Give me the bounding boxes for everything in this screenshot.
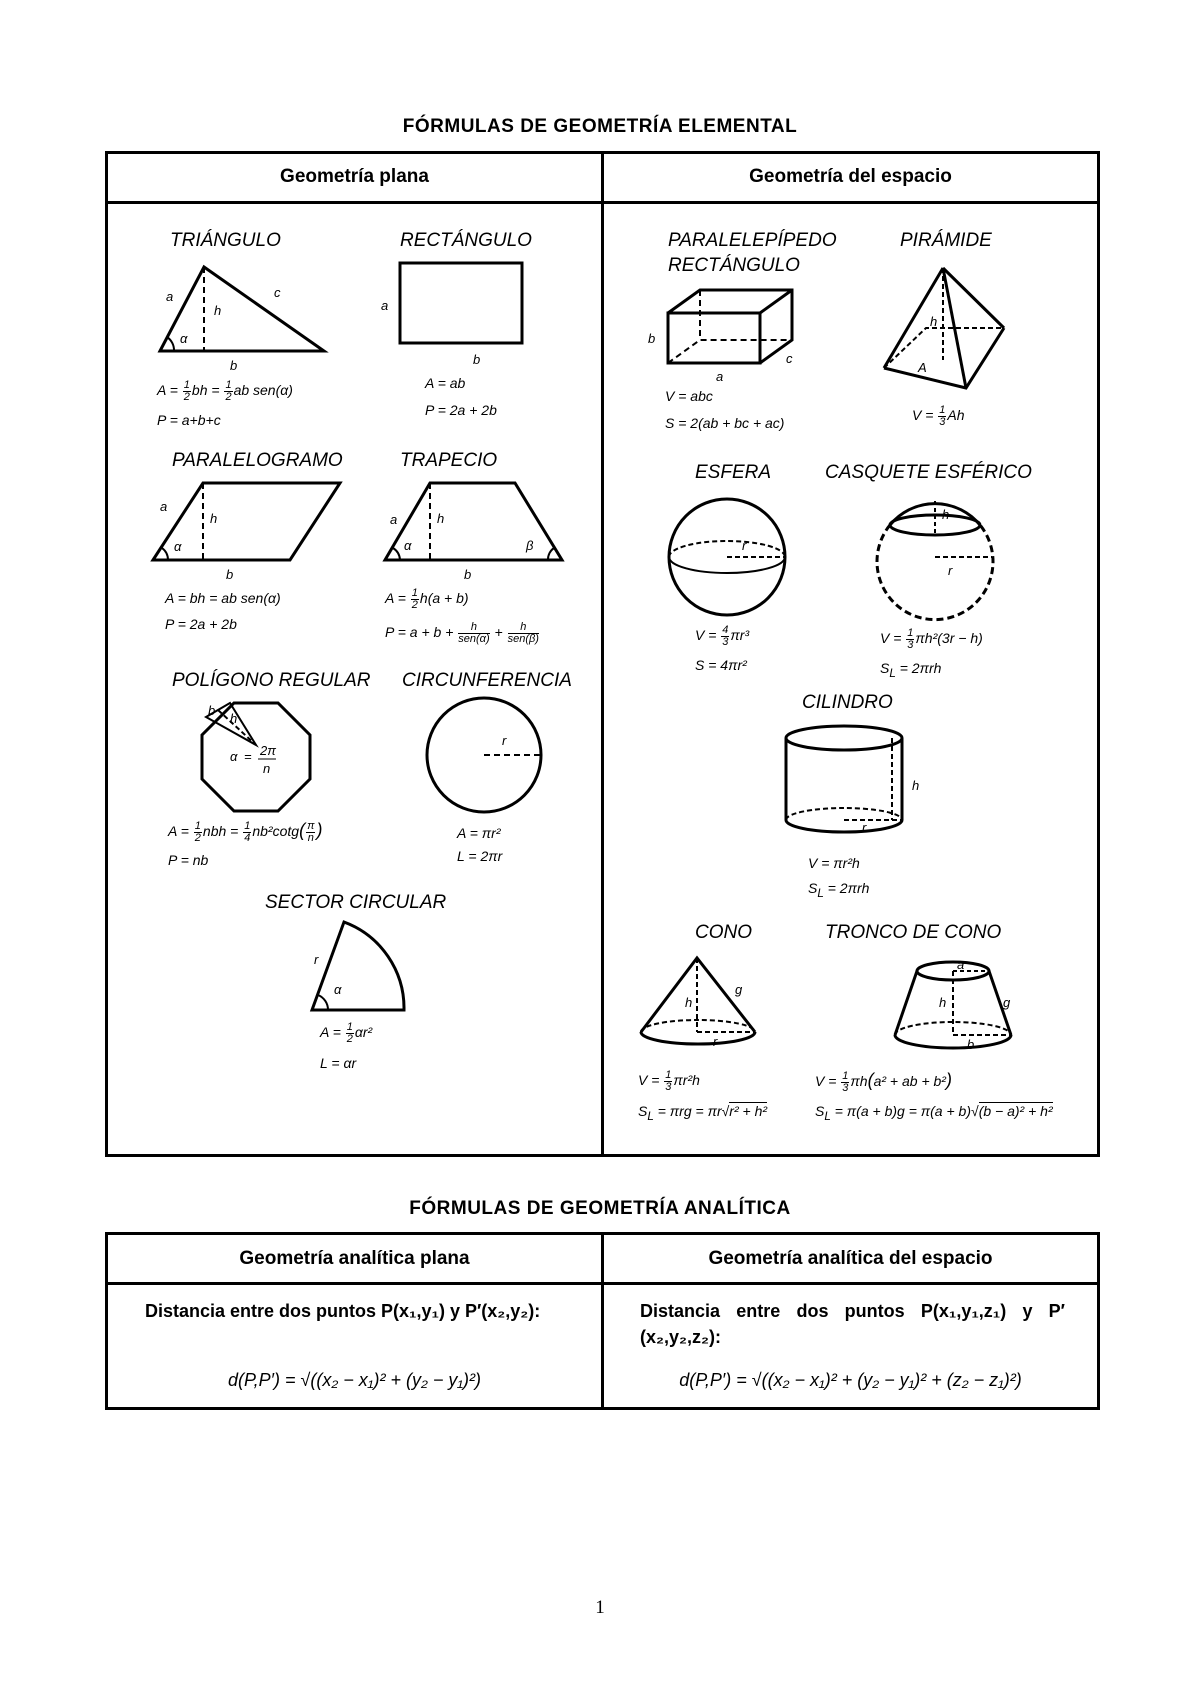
svg-text:h: h bbox=[939, 995, 947, 1010]
svg-text:=: = bbox=[244, 749, 252, 764]
svg-text:r: r bbox=[862, 820, 867, 835]
header-espacio: Geometría del espacio bbox=[749, 166, 952, 187]
truncated-cone-figure bbox=[885, 955, 1025, 1055]
svg-text:α: α bbox=[404, 538, 412, 553]
label-poligono: POLÍGONO REGULAR bbox=[172, 670, 371, 691]
svg-text:h: h bbox=[210, 511, 218, 526]
formula-sector-longitud: L = αr bbox=[320, 1055, 357, 1071]
pyramid-figure bbox=[878, 262, 1008, 397]
trapezoid-figure bbox=[380, 478, 570, 583]
circle-figure bbox=[422, 695, 547, 815]
formula-triangulo-perimetro: P = a+b+c bbox=[157, 412, 221, 428]
svg-text:c: c bbox=[274, 285, 281, 300]
formula-circunferencia-longitud: L = 2πr bbox=[457, 848, 503, 864]
formula-piramide-volumen: V = $\frac{1}{3}$ Ah bbox=[912, 404, 965, 428]
label-paralelogramo: PARALELOGRAMO bbox=[172, 450, 343, 471]
polygon-figure bbox=[200, 695, 320, 815]
svg-text:h: h bbox=[437, 511, 445, 526]
formula-cono-volumen: V = $\frac{1}{3}$ πr²h bbox=[638, 1069, 700, 1093]
formula-paralelogramo-perimetro: P = 2a + 2b bbox=[165, 616, 237, 632]
formula-rectangulo-area: A = ab bbox=[425, 375, 466, 391]
label-piramide: PIRÁMIDE bbox=[900, 230, 992, 251]
label-paralelepipedo-2: RECTÁNGULO bbox=[668, 255, 800, 276]
svg-text:g: g bbox=[1003, 995, 1011, 1010]
svg-text:β: β bbox=[526, 538, 534, 553]
label-cilindro: CILINDRO bbox=[802, 692, 893, 713]
formula-poligono-area: A = $\frac{1}{2}$ nbh = $\frac{1}{4}$ nb²cotg( $\frac{\pi}{n}$ ) bbox=[168, 819, 323, 844]
sector-figure bbox=[300, 918, 420, 1018]
svg-text:b: b bbox=[648, 331, 656, 346]
label-casquete: CASQUETE ESFÉRICO bbox=[825, 462, 1032, 483]
formula-cilindro-superficie: $S_L = 2\pi rh$ bbox=[808, 880, 870, 900]
formula-paralelogramo-area: A = bh = ab sen(α) bbox=[165, 590, 281, 606]
cuboid-figure bbox=[640, 285, 810, 385]
formula-trapecio-perimetro: P = a + b + h sen(α) + h sen(β) bbox=[385, 621, 539, 645]
svg-text:α: α bbox=[334, 982, 342, 997]
svg-text:a: a bbox=[166, 289, 174, 304]
cone-figure bbox=[635, 952, 785, 1052]
formula-triangulo-area: A = $\frac{1}{2}$ bh = $\frac{1}{2}$ ab sen(α) bbox=[157, 379, 293, 403]
rectangle-figure bbox=[375, 258, 555, 368]
svg-text:h: h bbox=[230, 711, 238, 726]
svg-text:r: r bbox=[713, 1034, 718, 1049]
svg-text:b: b bbox=[230, 358, 238, 373]
svg-text:α: α bbox=[180, 331, 188, 346]
svg-text:b: b bbox=[464, 567, 472, 582]
header-analitica-espacio: Geometría analítica del espacio bbox=[708, 1248, 993, 1269]
distance-espacio-formula: d(P,P′) = √((x₂ − x₁)² + (y₂ − y₁)² + (z₂ − z₁)²) bbox=[679, 1370, 1022, 1390]
header-analitica-plana: Geometría analítica plana bbox=[239, 1248, 470, 1269]
svg-text:h: h bbox=[942, 507, 950, 522]
page-title-elemental: FÓRMULAS DE GEOMETRÍA ELEMENTAL bbox=[402, 116, 798, 137]
formula-cono-superficie: $S_L = \pi rg = \pi r√r^2 + h^2$ bbox=[638, 1103, 768, 1123]
svg-text:a: a bbox=[390, 512, 398, 527]
label-rectangulo: RECTÁNGULO bbox=[400, 230, 532, 251]
label-trapecio: TRAPECIO bbox=[400, 450, 498, 471]
formula-esfera-volumen: V = $\frac{4}{3}$ πr³ bbox=[695, 624, 750, 648]
page-title-analitica: FÓRMULAS DE GEOMETRÍA ANALÍTICA bbox=[409, 1198, 791, 1219]
label-triangulo: TRIÁNGULO bbox=[170, 230, 281, 251]
sphere-figure bbox=[662, 492, 792, 622]
formula-tronco-volumen: V = $\frac{1}{3}$ πh(a² + ab + b²) bbox=[815, 1069, 952, 1094]
svg-text:r: r bbox=[742, 538, 747, 553]
parallelogram-figure bbox=[148, 478, 348, 583]
svg-text:c: c bbox=[786, 351, 793, 366]
page-number: 1 bbox=[595, 1597, 605, 1618]
formula-rectangulo-perimetro: P = 2a + 2b bbox=[425, 402, 497, 418]
formula-casquete-superficie: $S_L = 2\pi rh$ bbox=[880, 660, 942, 680]
svg-text:h: h bbox=[930, 314, 938, 329]
formula-tronco-superficie: $S_L = \pi(a + b)g = \pi(a + b)√(b - a)^2 + h^2$ bbox=[815, 1103, 1053, 1123]
formula-poligono-perimetro: P = nb bbox=[168, 852, 209, 868]
formula-paralelepipedo-superficie: S = 2(ab + bc + ac) bbox=[665, 415, 785, 431]
label-circunferencia: CIRCUNFERENCIA bbox=[402, 670, 572, 691]
divider bbox=[601, 151, 604, 1157]
label-cono: CONO bbox=[695, 922, 752, 943]
svg-text:r: r bbox=[502, 733, 507, 748]
svg-text:b: b bbox=[967, 1037, 975, 1052]
spherical-cap-figure bbox=[870, 495, 1000, 625]
svg-text:α: α bbox=[174, 539, 182, 554]
distance-plana-formula: d(P,P′) = √((x₂ − x₁)² + (y₂ − y₁)²) bbox=[227, 1370, 482, 1390]
label-sector: SECTOR CIRCULAR bbox=[265, 892, 447, 913]
formula-esfera-superficie: S = 4πr² bbox=[695, 657, 747, 673]
svg-text:h: h bbox=[214, 303, 222, 318]
svg-text:b: b bbox=[208, 703, 216, 718]
label-tronco: TRONCO DE CONO bbox=[825, 922, 1002, 943]
svg-text:h: h bbox=[685, 995, 693, 1010]
header-plana: Geometría plana bbox=[280, 166, 429, 187]
svg-text:A: A bbox=[918, 360, 927, 375]
svg-text:n: n bbox=[263, 761, 271, 776]
svg-text:a: a bbox=[957, 957, 965, 972]
svg-text:a: a bbox=[381, 298, 389, 313]
svg-text:b: b bbox=[473, 352, 481, 367]
label-paralelepipedo-1: PARALELEPÍPEDO bbox=[668, 230, 837, 251]
triangle-figure bbox=[150, 255, 340, 375]
svg-text:2π: 2π bbox=[260, 743, 276, 758]
distance-espacio-text: Distancia entre dos puntos P(x₁,y₁,z₁) y P′(x₂,y₂,z₂): bbox=[640, 1301, 1065, 1347]
svg-text:b: b bbox=[226, 567, 234, 582]
formula-paralelepipedo-volumen: V = abc bbox=[665, 388, 713, 404]
svg-text:r: r bbox=[314, 952, 319, 967]
svg-text:a: a bbox=[716, 369, 724, 384]
formula-casquete-volumen: V = $\frac{1}{3}$ πh²(3r − h) bbox=[880, 627, 983, 651]
svg-text:α: α bbox=[230, 749, 238, 764]
svg-text:r: r bbox=[948, 563, 953, 578]
formula-trapecio-area: A = $\frac{1}{2}$ h(a + b) bbox=[385, 587, 469, 611]
label-esfera: ESFERA bbox=[695, 462, 772, 483]
svg-text:g: g bbox=[735, 982, 743, 997]
formula-cilindro-volumen: V = πr²h bbox=[808, 855, 860, 871]
cylinder-figure bbox=[782, 722, 932, 847]
formula-sector-area: A = $\frac{1}{2}$ αr² bbox=[320, 1021, 373, 1045]
svg-text:h: h bbox=[912, 778, 920, 793]
svg-text:a: a bbox=[160, 499, 168, 514]
distance-plana-text: Distancia entre dos puntos P(x₁,y₁) y P′(x₂,y₂): bbox=[145, 1301, 541, 1321]
formula-circunferencia-area: A = πr² bbox=[457, 825, 501, 841]
